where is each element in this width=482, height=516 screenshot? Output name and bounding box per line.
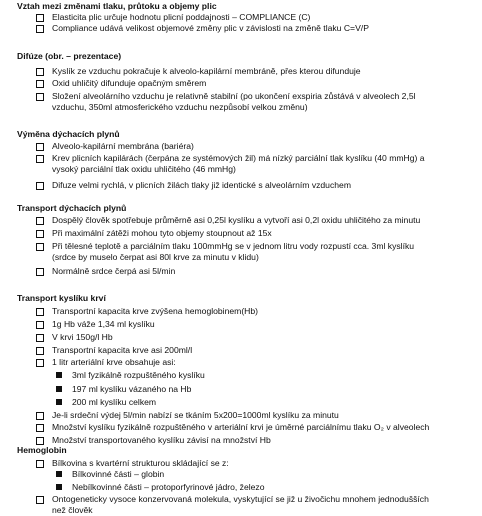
checklist-item <box>36 306 476 317</box>
item-text: Dospělý člověk spotřebuje průměrně asi 0,25l kyslíku a vytvoří asi 0,2l oxidu uhličitého za minutu <box>52 215 421 225</box>
item-text: V krvi 150g/l Hb <box>52 332 113 342</box>
checklist-item <box>36 357 476 368</box>
item-text: Množství kyslíku fyzikálně rozpuštěného v arteriální krvi je úměrné parciálnímu tlaku O₂ v alveolech <box>52 422 430 432</box>
checkbox-icon <box>36 14 44 22</box>
checklist-item <box>36 78 476 89</box>
section-heading-oxygen-transport: Transport kyslíku krví <box>17 293 106 303</box>
item-text-continued: vzduchu, 350ml atmosferického vzduchu nezpůsobí velkou změnu) <box>52 101 308 112</box>
checkbox-icon <box>36 268 44 276</box>
item-text: Kyslík ze vzduchu pokračuje k alveolo-kapilární membráně, přes kterou difunduje <box>52 66 361 76</box>
checklist-item <box>36 319 476 330</box>
checkbox-icon <box>36 334 44 342</box>
checklist-item <box>36 91 476 113</box>
sub-item-text: Bílkovinné části – globin <box>72 469 165 479</box>
checklist-item <box>36 141 476 152</box>
sub-item <box>56 370 476 381</box>
item-text: 1g Hb váže 1,34 ml kyslíku <box>52 319 155 329</box>
checkbox-icon <box>36 143 44 151</box>
item-text: Elasticita plic určuje hodnotu plicní poddajnosti – COMPLIANCE (C) <box>52 12 311 22</box>
checklist-item <box>36 332 476 343</box>
checkbox-icon <box>36 437 44 445</box>
sub-item <box>56 384 476 395</box>
square-bullet-icon <box>56 399 62 405</box>
sub-item <box>56 469 476 480</box>
checkbox-icon <box>36 359 44 367</box>
checkbox-icon <box>36 243 44 251</box>
item-text-continued: (srdce by muselo čerpat asi 80l krve za minutu v klidu) <box>52 251 259 262</box>
checklist-item <box>36 422 476 433</box>
sub-item-text: 200 ml kyslíku celkem <box>72 397 157 407</box>
item-text: Bílkovina s kvartérní strukturou skládající se z: <box>52 458 229 468</box>
item-text: Při tělesné teplotě a parciálním tlaku 100mmHg se v jednom litru vody rozpustí cca. 3ml kyslíku <box>52 241 415 251</box>
checkbox-icon <box>36 496 44 504</box>
item-text-continued: vysoký parciální tlak oxidu uhličitého (46 mmHg) <box>52 163 236 174</box>
checklist-item <box>36 345 476 356</box>
checklist-item <box>36 215 476 226</box>
checkbox-icon <box>36 155 44 163</box>
sub-item <box>56 482 476 493</box>
item-text: Množství transportovaného kyslíku závisí na množství Hb <box>52 435 271 445</box>
checklist-item <box>36 410 476 421</box>
item-text: Krev plicních kapilárách (čerpána ze systémových žil) má nízký parciální tlak kyslíku (40 mmHg) a <box>52 153 425 163</box>
section-heading-gas-exchange: Výměna dýchacích plynů <box>17 129 120 139</box>
checkbox-icon <box>36 308 44 316</box>
checkbox-icon <box>36 424 44 432</box>
sub-item <box>56 397 476 408</box>
checklist-item <box>36 435 476 446</box>
square-bullet-icon <box>56 386 62 392</box>
sub-item-text: Nebílkovinné části – protoporfyrinové jádro, železo <box>72 482 265 492</box>
checkbox-icon <box>36 412 44 420</box>
item-text: Při maximální zátěži mohou tyto objemy stoupnout až 15x <box>52 228 272 238</box>
item-text: Transportní kapacita krve asi 200ml/l <box>52 345 193 355</box>
square-bullet-icon <box>56 372 62 378</box>
checkbox-icon <box>36 182 44 190</box>
checkbox-icon <box>36 25 44 33</box>
checkbox-icon <box>36 93 44 101</box>
item-text: Oxid uhličitý difunduje opačným směrem <box>52 78 207 88</box>
checklist-item <box>36 241 476 263</box>
checklist-item <box>36 266 476 277</box>
item-text: Difuze velmi rychlá, v plicních žilách tlaky již identické s alveolárním vzduchem <box>52 180 351 190</box>
checklist-item <box>36 180 476 191</box>
checkbox-icon <box>36 347 44 355</box>
item-text: Compliance udává velikost objemové změny plic v závislosti na změně tlaku C=V/P <box>52 23 369 33</box>
item-text: Normálně srdce čerpá asi 5l/min <box>52 266 176 276</box>
item-text: Ontogeneticky vysoce konzervovaná molekula, vyskytující se již u živočichu mnohem jednodušších <box>52 494 429 504</box>
checkbox-icon <box>36 80 44 88</box>
checklist-item <box>36 458 476 469</box>
checkbox-icon <box>36 321 44 329</box>
checklist-item <box>36 228 476 239</box>
checklist-item <box>36 23 476 34</box>
item-text: Je-li srdeční výdej 5l/min nabízí se tkáním 5x200=1000ml kyslíku za minutu <box>52 410 339 420</box>
item-text: 1 litr arteriální krve obsahuje asi: <box>52 357 176 367</box>
checklist-item <box>36 153 476 175</box>
item-text: Alveolo-kapilární membrána (bariéra) <box>52 141 194 151</box>
checklist-item <box>36 12 476 23</box>
section-heading-gas-transport: Transport dýchacích plynů <box>17 203 127 213</box>
section-heading-pressure-flow: Vztah mezi změnami tlaku, průtoku a objemy plic <box>17 1 217 11</box>
sub-item-text: 3ml fyzikálně rozpuštěného kyslíku <box>72 370 205 380</box>
item-text-continued: než člověk <box>52 504 93 515</box>
section-heading-hemoglobin: Hemoglobin <box>17 445 67 455</box>
checkbox-icon <box>36 68 44 76</box>
square-bullet-icon <box>56 484 62 490</box>
checklist-item <box>36 494 476 516</box>
checkbox-icon <box>36 217 44 225</box>
item-text: Transportní kapacita krve zvýšena hemoglobinem(Hb) <box>52 306 259 316</box>
section-heading-diffusion: Difúze (obr. – prezentace) <box>17 51 122 61</box>
item-text: Složení alveolárního vzduchu je relativně stabilní (po ukončení exspiria zůstává v alveolech 2,5l <box>52 91 416 101</box>
sub-item-text: 197 ml kyslíku vázaného na Hb <box>72 384 192 394</box>
checkbox-icon <box>36 460 44 468</box>
checkbox-icon <box>36 230 44 238</box>
checklist-item <box>36 66 476 77</box>
square-bullet-icon <box>56 471 62 477</box>
